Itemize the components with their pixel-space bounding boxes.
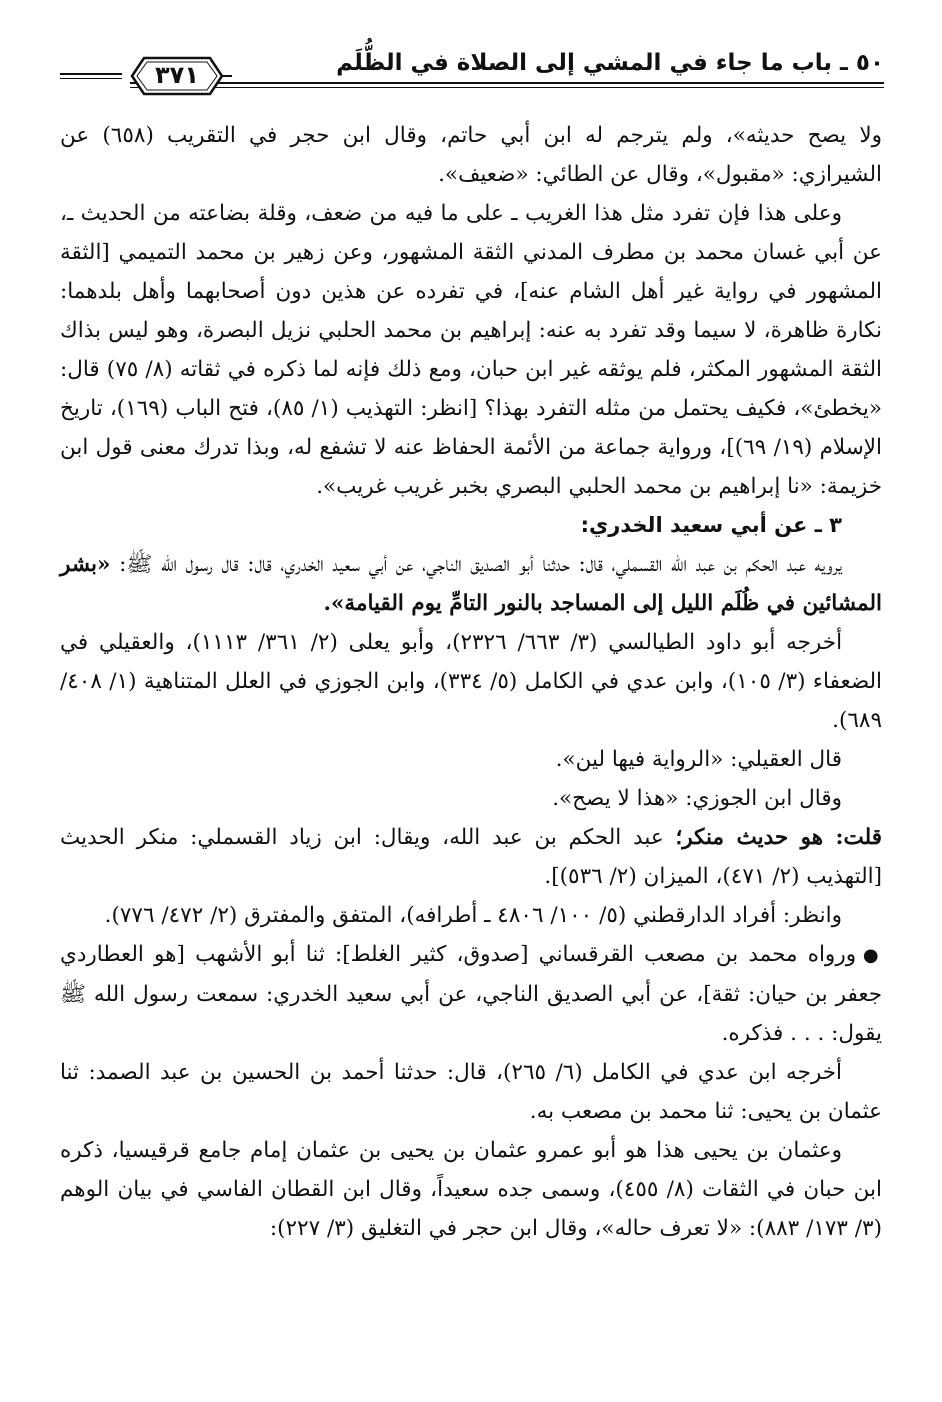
narration-text: يرويه عبد الحكم بن عبد الله القسملي، قال: حدثنا أبو الصديق الناجي، عن أبي سعيد الخدري، قال: قال رسول الله ﷺ: bbox=[110, 552, 842, 577]
bullet-icon: ● bbox=[862, 945, 882, 966]
paragraph: وقال ابن الجوزي: «هذا لا يصح». bbox=[552, 786, 842, 811]
header-rule-left-thin bbox=[60, 78, 122, 79]
paragraph: أخرجه أبو داود الطيالسي (٣/ ٦٦٣/ ٢٣٢٦)، وأبو يعلى (٢/ ٣٦١/ ١١١٣)، والعقيلي في الضعفاء (٣/ ١٠٥)، وابن عدي في الكامل (٥/ ٣٣٤)، وابن الجوزي في العلل المتناهية (١/ ٤٠٨/ ٦٨٩). bbox=[60, 630, 882, 733]
page-body bbox=[60, 116, 882, 1248]
header-rule-thin bbox=[130, 87, 884, 88]
paragraph: أخرجه ابن عدي في الكامل (٦/ ٢٦٥)، قال: حدثنا أحمد بن الحسين بن عبد الصمد: ثنا عثمان بن يحيى: ثنا محمد بن مصعب به. bbox=[60, 1060, 882, 1124]
page-number-badge bbox=[122, 52, 232, 100]
paragraph: وعلى هذا فإن تفرد مثل هذا الغريب ـ على ما فيه من ضعف، وقلة بضاعته من الحديث ـ، عن أبي غسان محمد بن مطرف المدني الثقة المشهور، وعن زهير بن محمد التميمي [الثقة المشهور في رواية غير أهل الشام عنه]، في تفرده عن هذين دون أصحابهما وأهل بلدهما: نكارة ظاهرة، لا سيما وقد تفرد به عنه: إبراهيم بن محمد الحلبي نزيل البصرة، وهو ليس بذاك الثقة المشهور المكثر، فلم يوثقه غير ابن حبان، ومع ذلك فإنه لما ذكره في ثقاته (٨/ ٧٥) قال: «يخطئ»، فكيف يحتمل من مثله التفرد بهذا؟ [انظر: التهذيب (١/ ٨٥)، فتح الباب (١٦٩)، تاريخ الإسلام (١٩/ ٦٩)]، ورواية جماعة من الأئمة الحفاظ عنه لا تشفع له، وبذا تدرك معنى قول ابن خزيمة: «نا إبراهيم بن محمد الحلبي البصري بخبر غريب غريب». bbox=[60, 201, 883, 499]
paragraph: وانظر: أفراد الدارقطني (٥/ ١٠٠/ ٤٨٠٦ ـ أطرافه)، المتفق والمفترق (٢/ ٤٧٢/ ٧٧٦). bbox=[104, 903, 842, 928]
paragraph-text: ورواه محمد بن مصعب القرقساني [صدوق، كثير الغلط]: ثنا أبو الأشهب [هو العطاردي جعفر بن حيان: ثقة]، عن أبي الصديق الناجي، عن أبي سعيد الخدري: سمعت رسول الله ﷺ يقول: . . . فذكره. bbox=[60, 942, 882, 1046]
section-heading: ٣ ـ عن أبي سعيد الخدري: bbox=[580, 513, 842, 537]
paragraph bbox=[60, 935, 882, 1053]
running-header bbox=[60, 40, 884, 106]
hadith-paragraph bbox=[60, 545, 882, 623]
paragraph bbox=[60, 818, 882, 896]
paragraph: ولا يصح حديثه»، ولم يترجم له ابن أبي حاتم، وقال ابن حجر في التقريب (٦٥٨) عن الشيرازي: «مقبول»، وقال عن الطائي: «ضعيف». bbox=[60, 123, 882, 187]
header-rule bbox=[130, 82, 884, 84]
page-number: ٣٧١ bbox=[155, 61, 199, 89]
paragraph: وعثمان بن يحيى هذا هو أبو عمرو عثمان بن يحيى بن عثمان إمام جامع قرقيسيا، ذكره ابن حبان في الثقات (٨/ ٤٥٥)، وسمى جده سعيداً، وقال ابن القطان الفاسي في بيان الوهم (٣/ ١٧٣/ ٨٨٣): «لا تعرف حاله»، وقال ابن حجر في التغليق (٣/ ٢٢٧): bbox=[60, 1138, 882, 1241]
verdict-lead: قلت: هو حديث منكر؛ bbox=[675, 825, 882, 850]
header-rule-left bbox=[60, 73, 122, 75]
paragraph: قال العقيلي: «الرواية فيها لين». bbox=[555, 747, 842, 772]
verdict-text: عبد الحكم بن عبد الله، ويقال: ابن زياد القسملي: منكر الحديث [التهذيب (٢/ ٤٧١)، الميزان (٢/ ٥٣٦)]. bbox=[60, 825, 882, 889]
chapter-title: ٥٠ ـ باب ما جاء في المشي إلى الصلاة في الظُّلَم bbox=[336, 50, 884, 76]
hadith-text: «بشر المشائين في ظُلَم الليل إلى المساجد بالنور التامِّ يوم القيامة». bbox=[60, 552, 882, 616]
